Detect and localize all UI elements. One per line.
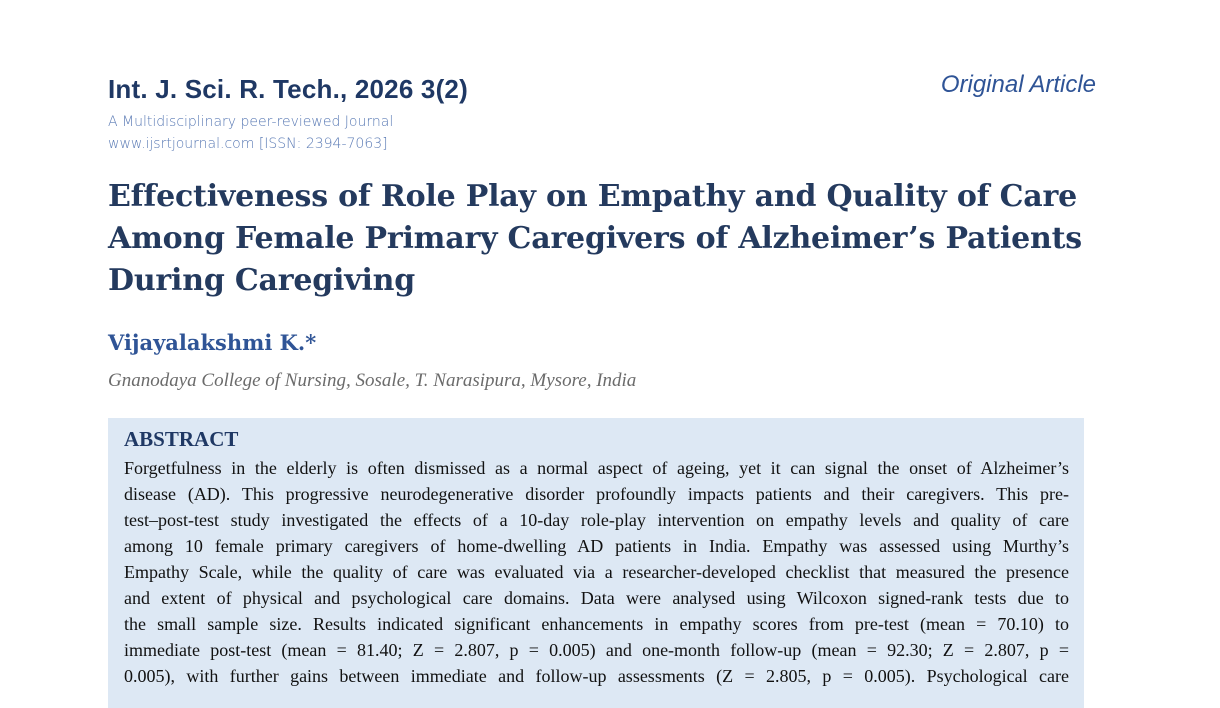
paper-title-line: Among Female Primary Caregivers of Alzheimer’s Patients [108, 221, 1082, 256]
abstract-line: Empathy Scale, while the quality of care was evaluated via a researcher-developed checklist that measured the presence [124, 562, 1069, 582]
paper-title-line: During Caregiving [108, 263, 416, 298]
abstract-heading: ABSTRACT [124, 427, 239, 451]
abstract-line: test–post-test study investigated the effects of a 10-day role-play intervention on empathy levels and quality of care [124, 510, 1069, 530]
abstract-line: Forgetfulness in the elderly is often dismissed as a normal aspect of ageing, yet it can signal the onset of Alzheimer’s [124, 458, 1069, 478]
abstract-line: 0.005), with further gains between immediate and follow-up assessments (Z = 2.805, p = 0.005). Psychological care [124, 666, 1069, 686]
abstract-line: and extent of physical and psychological care domains. Data were analysed using Wilcoxon signed-rank tests due to [124, 588, 1069, 608]
journal-website-issn: www.ijsrtjournal.com [ISSN: 2394-7063] [108, 136, 388, 152]
abstract-line: disease (AD). This progressive neurodegenerative disorder profoundly impacts patients and their caregivers. This pre- [124, 484, 1069, 504]
article-type-label: Original Article [940, 71, 1096, 98]
abstract-box [108, 418, 1084, 708]
abstract-line: the small sample size. Results indicated significant enhancements in empathy scores from pre-test (mean = 70.10) to [124, 614, 1069, 634]
author-affiliation: Gnanodaya College of Nursing, Sosale, T. Narasipura, Mysore, India [108, 370, 637, 391]
abstract-line: among 10 female primary caregivers of home-dwelling AD patients in India. Empathy was assessed using Murthy’s [124, 536, 1069, 556]
abstract-line: immediate post-test (mean = 81.40; Z = 2.807, p = 0.005) and one-month follow-up (mean = 92.30; Z = 2.807, p = [124, 640, 1069, 660]
journal-title: Int. J. Sci. R. Tech., 2026 3(2) [108, 74, 468, 104]
journal-subtitle: A Multidisciplinary peer-reviewed Journal [108, 114, 394, 130]
author-name: Vijayalakshmi K.* [108, 330, 317, 355]
paper-title [108, 176, 1108, 302]
paper-title-line: Effectiveness of Role Play on Empathy and Quality of Care [108, 179, 1078, 214]
